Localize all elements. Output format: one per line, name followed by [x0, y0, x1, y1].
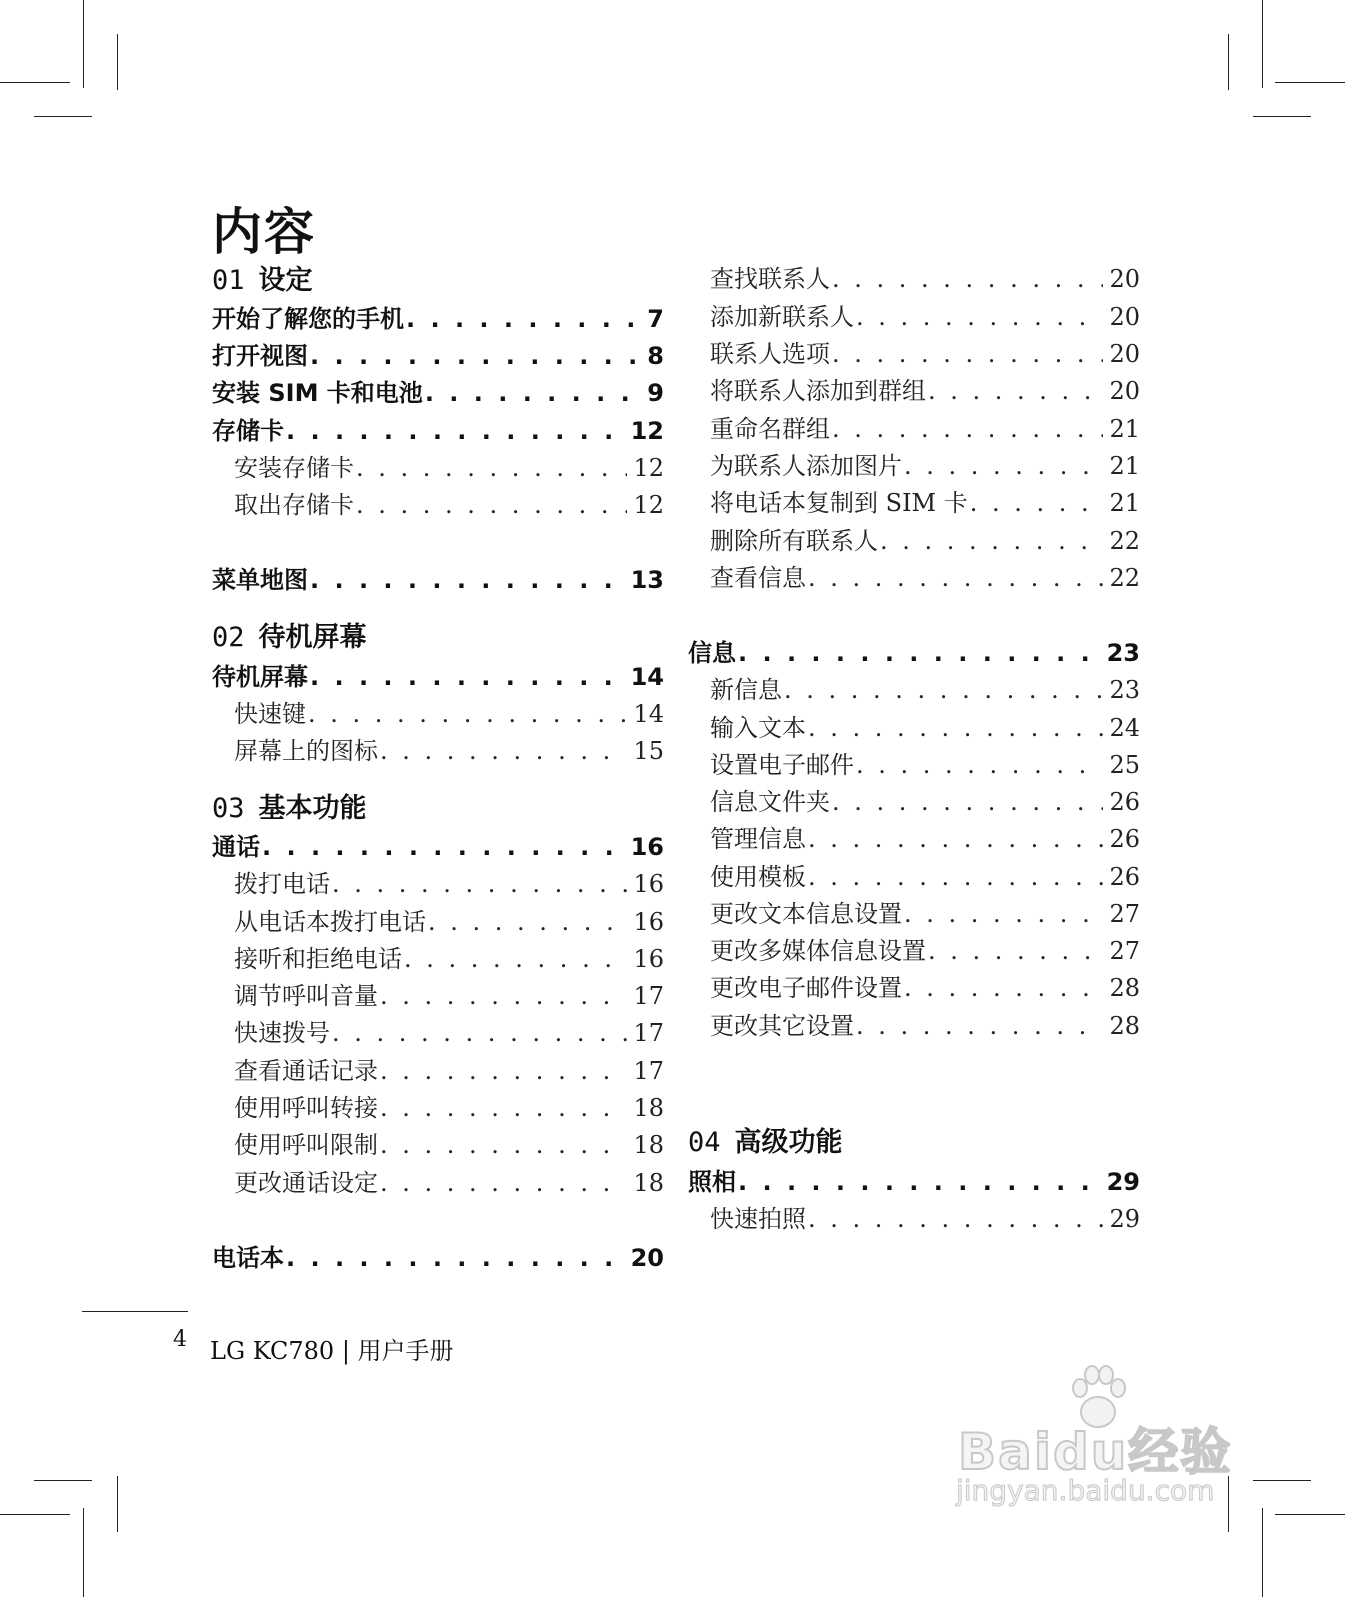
- toc-page-number: 24: [1109, 714, 1140, 742]
- dot-leader: [306, 697, 627, 731]
- toc-entry-title: 信息: [688, 639, 736, 667]
- dot-leader: [830, 262, 1103, 296]
- toc-page-number: 21: [1109, 489, 1140, 517]
- dot-leader: [782, 673, 1103, 707]
- footer-manual-title: LG KC780 | 用户手册: [210, 1337, 454, 1365]
- dot-leader: [878, 524, 1103, 558]
- toc-page-number: 18: [633, 1169, 664, 1197]
- toc-entry-title: 待机屏幕: [212, 663, 308, 691]
- dot-leader: [260, 830, 625, 864]
- toc-entry: [212, 830, 664, 864]
- toc-entry-title: 更改多媒体信息设置: [710, 937, 926, 965]
- toc-subentry: [212, 1091, 664, 1125]
- dot-leader: [806, 711, 1103, 745]
- toc-entry-title: 重命名群组: [710, 415, 830, 443]
- dot-leader: [308, 660, 625, 694]
- toc-subentry: [688, 449, 1140, 483]
- toc-entry-title: 照相: [688, 1168, 736, 1196]
- toc-entry-title: 输入文本: [710, 714, 806, 742]
- dot-leader: [806, 860, 1103, 894]
- toc-entry: [212, 339, 664, 373]
- toc-entry-title: 查找联系人: [710, 265, 830, 293]
- toc-page-number: 12: [633, 491, 664, 519]
- crop-mark: [1262, 1508, 1263, 1597]
- section-number: 04: [688, 1127, 721, 1158]
- toc-entry-title: 使用呼叫限制: [234, 1131, 378, 1159]
- toc-entry-title: 打开视图: [212, 342, 308, 370]
- crop-mark: [34, 116, 92, 117]
- section-heading: [212, 621, 664, 655]
- section-number: 01: [212, 265, 245, 296]
- toc-page-number: 23: [1109, 676, 1140, 704]
- toc-page-number: 17: [633, 982, 664, 1010]
- toc-page-number: 7: [647, 305, 664, 333]
- toc-entry-title: 电话本: [212, 1244, 284, 1272]
- toc-subentry: [688, 711, 1140, 745]
- crop-mark: [0, 82, 70, 83]
- crop-mark: [1262, 0, 1263, 88]
- crop-mark: [117, 1476, 118, 1532]
- toc-subentry: [212, 1016, 664, 1050]
- dot-leader: [378, 979, 627, 1013]
- dot-leader: [378, 1091, 627, 1125]
- toc-subentry: [212, 867, 664, 901]
- dot-leader: [404, 302, 641, 336]
- dot-leader: [426, 905, 627, 939]
- dot-leader: [806, 1202, 1103, 1236]
- toc-page-number: 14: [633, 700, 664, 728]
- dot-leader: [330, 867, 627, 901]
- toc-subentry: [688, 785, 1140, 819]
- section-title: 设定: [258, 265, 313, 296]
- toc-entry-title: 联系人选项: [710, 340, 830, 368]
- toc-page-number: 12: [630, 417, 664, 445]
- toc-entry: [212, 414, 664, 448]
- crop-mark: [1275, 1514, 1345, 1515]
- section-heading: [688, 1126, 1140, 1160]
- toc-subentry: [688, 748, 1140, 782]
- toc-subentry: [212, 451, 664, 485]
- toc-entry: [688, 1165, 1140, 1199]
- toc-page-number: 26: [1109, 788, 1140, 816]
- crop-mark: [83, 1508, 84, 1597]
- section-title: 待机屏幕: [258, 622, 367, 653]
- toc-page-number: 21: [1109, 415, 1140, 443]
- toc-page-number: 9: [647, 379, 664, 407]
- section-title: 基本功能: [258, 793, 367, 824]
- dot-leader: [830, 337, 1103, 371]
- toc-subentry: [688, 412, 1140, 446]
- section-number: 03: [212, 793, 245, 824]
- toc-entry-title: 拨打电话: [234, 870, 330, 898]
- section-heading: [212, 792, 664, 826]
- toc-entry: [688, 636, 1140, 670]
- dot-leader: [902, 897, 1103, 931]
- toc-entry-title: 为联系人添加图片: [710, 452, 902, 480]
- toc-entry-title: 屏幕上的图标: [234, 737, 378, 765]
- toc-entry-title: 存储卡: [212, 417, 284, 445]
- toc-subentry: [212, 697, 664, 731]
- toc-subentry: [688, 262, 1140, 296]
- dot-leader: [830, 412, 1103, 446]
- dot-leader: [308, 563, 625, 597]
- toc-page-number: 29: [1109, 1205, 1140, 1233]
- crop-mark: [34, 1480, 92, 1481]
- toc-page-number: 16: [633, 870, 664, 898]
- toc-page-number: 20: [1109, 377, 1140, 405]
- toc-page-number: 15: [633, 737, 664, 765]
- toc-page-number: 20: [1109, 265, 1140, 293]
- toc-entry: [212, 302, 664, 336]
- toc-page-number: 25: [1109, 751, 1140, 779]
- toc-subentry: [688, 971, 1140, 1005]
- toc-page-number: 20: [1109, 303, 1140, 331]
- toc-entry-title: 安装存储卡: [234, 454, 354, 482]
- toc-entry-title: 使用模板: [710, 863, 806, 891]
- dot-leader: [902, 449, 1103, 483]
- dot-leader: [968, 486, 1104, 520]
- crop-mark: [1228, 34, 1229, 90]
- toc-subentry: [212, 1054, 664, 1088]
- dot-leader: [926, 934, 1103, 968]
- dot-leader: [423, 376, 641, 410]
- toc-page-number: 23: [1106, 639, 1140, 667]
- crop-mark: [1275, 82, 1345, 83]
- toc-subentry: [688, 300, 1140, 334]
- toc-page-number: 13: [630, 566, 664, 594]
- toc-page-number: 18: [633, 1131, 664, 1159]
- toc-subentry: [212, 1128, 664, 1162]
- dot-leader: [926, 374, 1103, 408]
- dot-leader: [736, 636, 1101, 670]
- toc-entry-title: 取出存储卡: [234, 491, 354, 519]
- crop-mark: [117, 34, 118, 90]
- dot-leader: [354, 488, 627, 522]
- toc-entry-title: 添加新联系人: [710, 303, 854, 331]
- footer-page-number: 4: [173, 1327, 187, 1352]
- dot-leader: [378, 1128, 627, 1162]
- toc-page-number: 16: [630, 833, 664, 861]
- dot-leader: [378, 734, 627, 768]
- toc-subentry: [688, 673, 1140, 707]
- watermark: [948, 1360, 1268, 1510]
- toc-entry-title: 更改电子邮件设置: [710, 974, 902, 1002]
- toc-entry-title: 新信息: [710, 676, 782, 704]
- toc-subentry: [212, 1166, 664, 1200]
- toc-subentry: [688, 561, 1140, 595]
- toc-page-number: 14: [630, 663, 664, 691]
- toc-entry-title: 快速拨号: [234, 1019, 330, 1047]
- section-number: 02: [212, 622, 245, 653]
- dot-leader: [902, 971, 1103, 1005]
- toc-page-number: 12: [633, 454, 664, 482]
- toc-page-number: 28: [1109, 1012, 1140, 1040]
- toc-entry-title: 将联系人添加到群组: [710, 377, 926, 405]
- toc-page-number: 27: [1109, 900, 1140, 928]
- toc-entry: [212, 376, 664, 410]
- dot-leader: [354, 451, 627, 485]
- dot-leader: [830, 785, 1103, 819]
- dot-leader: [736, 1165, 1101, 1199]
- crop-mark: [83, 0, 84, 88]
- watermark-url: jingyan.baidu.com: [956, 1474, 1215, 1507]
- toc-page-number: 22: [1109, 564, 1140, 592]
- toc-subentry: [688, 860, 1140, 894]
- toc-subentry: [688, 524, 1140, 558]
- toc-subentry: [688, 337, 1140, 371]
- toc-subentry: [688, 822, 1140, 856]
- toc-subentry: [688, 374, 1140, 408]
- toc-subentry: [212, 905, 664, 939]
- toc-subentry: [688, 1009, 1140, 1043]
- dot-leader: [308, 339, 641, 373]
- toc-entry-title: 开始了解您的手机: [212, 305, 404, 333]
- toc-page-number: 16: [633, 945, 664, 973]
- toc-entry: [212, 1241, 664, 1275]
- toc-entry-title: 通话: [212, 833, 260, 861]
- dot-leader: [378, 1166, 627, 1200]
- toc-entry-title: 调节呼叫音量: [234, 982, 378, 1010]
- dot-leader: [402, 942, 627, 976]
- toc-entry-title: 快速拍照: [710, 1205, 806, 1233]
- toc-entry-title: 管理信息: [710, 825, 806, 853]
- watermark-brand: Baidu经验: [958, 1423, 1233, 1481]
- toc-entry-title: 查看通话记录: [234, 1057, 378, 1085]
- toc-subentry: [212, 942, 664, 976]
- toc-page-number: 26: [1109, 825, 1140, 853]
- toc-page-number: 20: [1109, 340, 1140, 368]
- toc-subentry: [688, 486, 1140, 520]
- toc-subentry: [212, 734, 664, 768]
- footer-divider: [82, 1311, 188, 1312]
- toc-entry-title: 删除所有联系人: [710, 527, 878, 555]
- toc-entry-title: 更改其它设置: [710, 1012, 854, 1040]
- toc-page-number: 28: [1109, 974, 1140, 1002]
- toc-entry-title: 更改通话设定: [234, 1169, 378, 1197]
- toc-page-number: 29: [1106, 1168, 1140, 1196]
- section-heading: [212, 264, 664, 298]
- dot-leader: [806, 561, 1103, 595]
- toc-page-number: 20: [630, 1244, 664, 1272]
- dot-leader: [854, 300, 1103, 334]
- dot-leader: [854, 748, 1103, 782]
- toc-page-number: 16: [633, 908, 664, 936]
- dot-leader: [806, 822, 1103, 856]
- toc-entry-title: 快速键: [234, 700, 306, 728]
- crop-mark: [1253, 116, 1311, 117]
- toc-entry-title: 菜单地图: [212, 566, 308, 594]
- toc-entry: [212, 563, 664, 597]
- toc-subentry: [688, 934, 1140, 968]
- section-title: 高级功能: [734, 1127, 843, 1158]
- toc-page-number: 22: [1109, 527, 1140, 555]
- toc-page-number: 17: [633, 1057, 664, 1085]
- toc-page-number: 17: [633, 1019, 664, 1047]
- toc-entry-title: 设置电子邮件: [710, 751, 854, 779]
- toc-entry-title: 更改文本信息设置: [710, 900, 902, 928]
- dot-leader: [854, 1009, 1103, 1043]
- page-title: 内容: [212, 202, 316, 261]
- toc-entry-title: 信息文件夹: [710, 788, 830, 816]
- toc-subentry: [688, 897, 1140, 931]
- crop-mark: [0, 1514, 70, 1515]
- toc-entry-title: 接听和拒绝电话: [234, 945, 402, 973]
- toc-subentry: [212, 488, 664, 522]
- toc-entry-title: 查看信息: [710, 564, 806, 592]
- toc-entry-title: 安装 SIM 卡和电池: [212, 379, 423, 407]
- toc-entry-title: 使用呼叫转接: [234, 1094, 378, 1122]
- toc-entry-title: 将电话本复制到 SIM 卡: [710, 489, 968, 517]
- toc-page-number: 26: [1109, 863, 1140, 891]
- toc-entry-title: 从电话本拨打电话: [234, 908, 426, 936]
- toc-page-number: 18: [633, 1094, 664, 1122]
- dot-leader: [284, 414, 625, 448]
- toc-page-number: 21: [1109, 452, 1140, 480]
- toc-subentry: [212, 979, 664, 1013]
- toc-page-number: 8: [647, 342, 664, 370]
- dot-leader: [330, 1016, 627, 1050]
- toc-page-number: 27: [1109, 937, 1140, 965]
- toc-subentry: [688, 1202, 1140, 1236]
- toc-entry: [212, 660, 664, 694]
- dot-leader: [284, 1241, 625, 1275]
- dot-leader: [378, 1054, 627, 1088]
